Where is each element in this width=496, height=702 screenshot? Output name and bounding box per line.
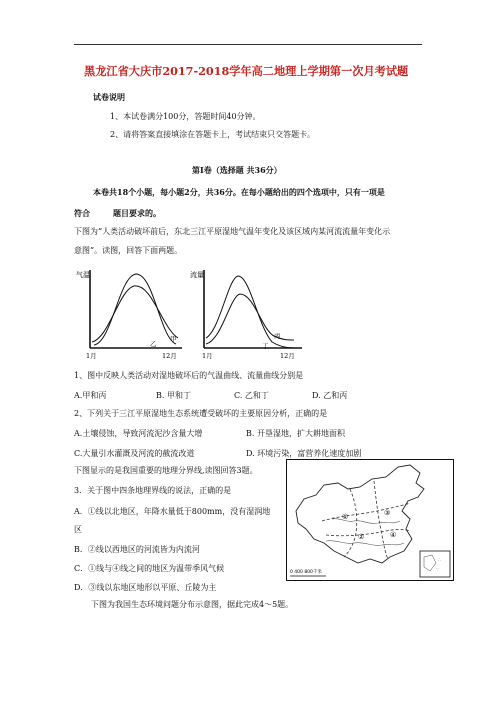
q3-option-a-line2: 区 bbox=[74, 525, 82, 534]
section-intro-line2b: 题目要求的。 bbox=[113, 208, 161, 218]
q3-option-b: B．②线以西地区的河流皆为内流河 bbox=[74, 545, 200, 554]
q1-option-a: A.甲和丙 bbox=[74, 391, 107, 400]
passage3: 下图为我国生态环境问题分布示意图，据此完成4～5题。 bbox=[91, 600, 294, 609]
q2-option-c: C.大量引水灌溉及河流的截流改道 bbox=[74, 449, 195, 458]
q2-option-a: A.土壤侵蚀，导致河流泥沙含量大增 bbox=[74, 429, 203, 438]
fig-left-xend: 12月 bbox=[162, 352, 177, 360]
fig-right-ylabel: 流量 bbox=[190, 271, 204, 279]
fig-left-ylabel: 气温 bbox=[76, 271, 90, 279]
map-label-1: ① bbox=[342, 513, 349, 521]
q3-stem: 3．关于图中四条地理界线的说法，正确的是 bbox=[74, 486, 232, 495]
q1-option-b: B. 甲和丁 bbox=[156, 391, 191, 400]
passage1-line1: 下图为“人类活动破坏前后，东北三江平原湿地气温年变化及该区域内某河流流量年变化示 bbox=[74, 227, 391, 236]
q1-option-c: C. 乙和丁 bbox=[234, 391, 269, 400]
map-scale-label: 0 400 800千米 bbox=[290, 570, 322, 575]
map-label-2: ② bbox=[358, 533, 365, 541]
svg-text:∵: ∵ bbox=[436, 567, 439, 572]
section-intro-line2a: 符合 bbox=[74, 208, 90, 218]
figure1 bbox=[74, 268, 334, 364]
q1-option-d: D. 乙和丙 bbox=[312, 391, 348, 400]
section-title: 第I卷（选择题 共36分） bbox=[192, 165, 282, 175]
header-rule bbox=[74, 44, 422, 45]
passage1-line2: 意图”。读图，回答下面两题。 bbox=[74, 246, 183, 255]
fig-left-label-jia: 甲 bbox=[170, 335, 177, 343]
fig-left-label-yi: 乙 bbox=[150, 340, 157, 348]
page-title: 黑龙江省大庆市2017-2018学年高二地理上学期第一次月考试题 bbox=[84, 64, 409, 78]
china-boundary-map bbox=[286, 459, 454, 581]
fig-right-xstart: 1月 bbox=[202, 352, 213, 360]
curve-ding bbox=[206, 276, 294, 348]
fig-right-label-ding: 丁 bbox=[262, 342, 269, 350]
curve-bing bbox=[206, 294, 294, 344]
q3-option-c: C．①线与④线之间的地区为温带季风气候 bbox=[74, 564, 225, 573]
passage2: 下图显示的是我国重要的地理分界线,读图回答3题。 bbox=[74, 466, 258, 475]
fig-right-xend: 12月 bbox=[280, 352, 295, 360]
svg-text:∴: ∴ bbox=[438, 557, 441, 562]
map-label-4: ④ bbox=[390, 531, 397, 539]
fig-left-xstart: 1月 bbox=[86, 352, 97, 360]
section-intro-line1: 本卷共18个小题，每小题2分，共36分。在每小题给出的四个选项中，只有一项是 bbox=[93, 187, 385, 197]
q2-option-d: D. 环境污染，富营养化速度加剧 bbox=[246, 449, 362, 458]
q2-stem: 2、下列关于三江平原湿地生态系统遭受破坏的主要原因分析，正确的是 bbox=[74, 409, 328, 418]
map-label-3: ③ bbox=[384, 509, 391, 517]
fig-right-label-bing: 丙 bbox=[274, 332, 281, 340]
notes-heading: 试卷说明 bbox=[93, 92, 125, 102]
q1-stem: 1、图中反映人类活动对湿地破坏后的气温曲线、流量曲线分别是 bbox=[74, 371, 304, 380]
note-item-1: 1、本试卷满分100分，答题时间40分钟。 bbox=[110, 112, 261, 121]
note-item-2: 2、请将答案直接填涂在答题卡上，考试结束只交答题卡。 bbox=[110, 130, 316, 139]
q3-option-d: D．③线以东地区地形以平原、丘陵为主 bbox=[74, 583, 217, 592]
q2-option-b: B. 开垦湿地，扩大耕地面积 bbox=[246, 429, 345, 438]
q3-option-a-line1: A．①线以北地区，年降水量低于800mm，没有湿润地 bbox=[74, 507, 271, 516]
curve-yi bbox=[94, 274, 176, 345]
